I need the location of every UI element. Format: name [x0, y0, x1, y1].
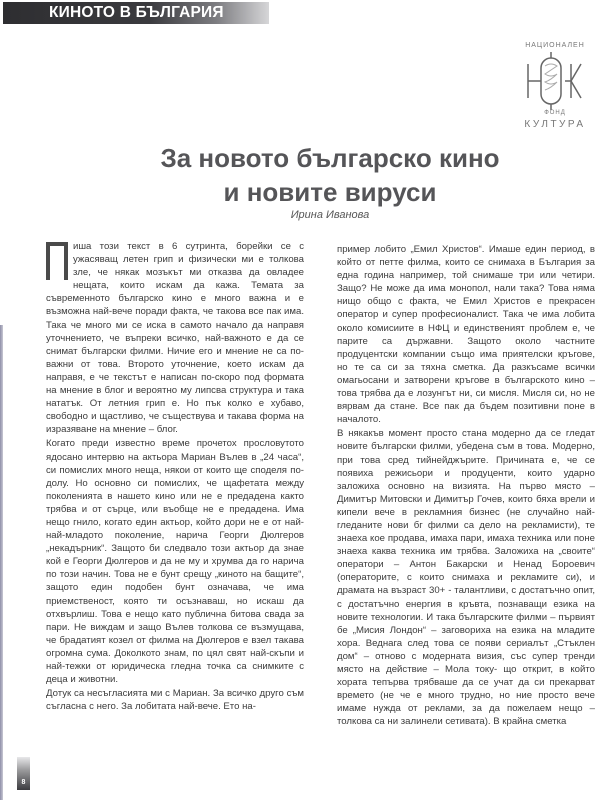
paragraph: Дотук са несъгласията ми с Мариан. За всичко друго съм съгласна с него. За лобитата най-вече. Ето на-	[46, 688, 304, 713]
logo-emblem-icon	[525, 52, 585, 110]
article-title-line-2: и новите вируси	[223, 177, 437, 207]
section-label: КИНОТО В БЪЛГАРИЯ	[49, 4, 224, 21]
paragraph: Когато преди известно време прочетох прословутото ядосано интервю на актьора Мариан Вълев в „24 часа“, си помислих много неща, някои от които ще споделя по-долу. Но основно си помислих, че щафетата между поколенията в нашето кино или не е предадена както трябва и от сърце, или въобще не е предадена. Има нещо гнило, когато един актьор, който дори не е от най-най-младото поколение, нарича Георги Дюлгеров „некадърник“. Защото би следвало този актьор да знае кой е Георги Дюлгеров и да не му и хрумва да го нарича по този начин. Това не е бунт срещу „киното на бащите“, защото един подобен бунт означава, че има приемственост, която ти осъзнаваш, но искаш да отхвърлиш. Това е нещо като публична битова свада за пари. Не виждам и защо Вълев толкова се възмущава, че брадатият козел от филма на Дюлгеров е взел такава огромна сума. Доколкото знам, по цял свят най-скъпи и най-тежки от юридическа гледна точка са снимките с деца и животни.	[46, 438, 304, 686]
paragraph	[46, 240, 304, 436]
article-author: Ирина Иванова	[290, 209, 370, 221]
page-number: 8	[21, 779, 26, 786]
national-culture-fund-logo	[515, 42, 595, 137]
article-right-column	[337, 243, 595, 728]
logo-top-text: НАЦИОНАЛЕН	[525, 42, 585, 49]
section-header-bar	[3, 2, 269, 24]
paragraph: пример лобито „Емил Христов“. Имаше един период, в който от петте филма, които се снимаха в България за една година например, той снимаше три или четири. Защо? Не може да има монопол, нали така? Това няма нищо общо с факта, че Емил Христов е прекрасен оператор и супер професионалист. Така че има лобита около комисиите в НФЦ и единственият проблем е, че парите са държавни. Защото около частните продуцентски компании също има приятелски кръгове, но те са си за тяхна сметка. Да разкъсаме всички омагьосани и затворени кръгове в българското кино – това трябва да е лозунгът ни, си мисля. Мисля си, но не вярвам да стане. Все пак да бъдем позитивни поне в началото.	[337, 244, 595, 426]
logo-mid-text: ФОНД	[544, 110, 566, 116]
article-title-line-1: За новото българско кино	[160, 143, 500, 173]
drop-cap-letter	[46, 242, 68, 280]
page-number-tab	[17, 757, 30, 790]
page-edge-rule	[0, 325, 3, 800]
logo-bottom-text: КУЛТУРА	[524, 119, 586, 130]
article-left-column	[46, 240, 304, 713]
paragraph-text: иша този текст в 6 сутринта, борейки се с ужасяващ летен грип и физически ми е толкова зле, че някак мозъкът ми отказва да овладее нещата, които искам да кажа. Темата за съвременното българско кино е много важна и е възможна най-вече поради факта, че такова все пак има. Така че много ми се иска в самото начало да направя уточнението, че въпреки всичко, най-важното е да се снимат български филми. Ничие его и мнение не са по-важни от това. Второто уточнение, което искам да направя, е че текстът е написан по-скоро под формата на мнение в блог и вероятно му липсва структура и така нататък. От летния грип е. Но пък колко е хубаво, свободно и щастливо, че съществува и такава форма на изразяване на мнение – блог.	[46, 241, 304, 436]
paragraph: В някакъв момент просто стана модерно да се гледат новите български филми, убедена съм в това. Модерно, при това сред тийнейджърите. Причината е, че се появиха режисьори и продуценти, които ударно заложиха основно на визията. На първо място – Димитър Митовски и Димитър Гочев, които бяха врели и кипели вече в рекламния бизнес (не случайно най-гледаните нови бг филми са дело на рекламисти), те знаеха кое продава, имаха пари, имаха техника или поне знаеха каква техника им трябва. Заложиха на „своите“ оператори – Антон Бакарски и Ненад Бороевич (операторите, с които снимаха и рекламите си), и драмата на възраст 30+ - талантливи, с достатъчно опит, с достатъчно енергия в кръвта, познаващи езика на новите технологии. И така българските филми – първият бе „Мисия Лондон“ – заговориха на езика на младите хора. Веднага след това се появи сериалът „Стъклен дом“ – отново с модерната визия, със супер тренди място на действие – Мола току- що открит, в който хората тепърва трябваше да се учат да си прекарват времето (не че е много трудно, но ние просто вече имаме нужда от реклами, за да пожелаем нещо – толкова са ни залинели сетивата). В крайна сметка	[337, 428, 595, 728]
